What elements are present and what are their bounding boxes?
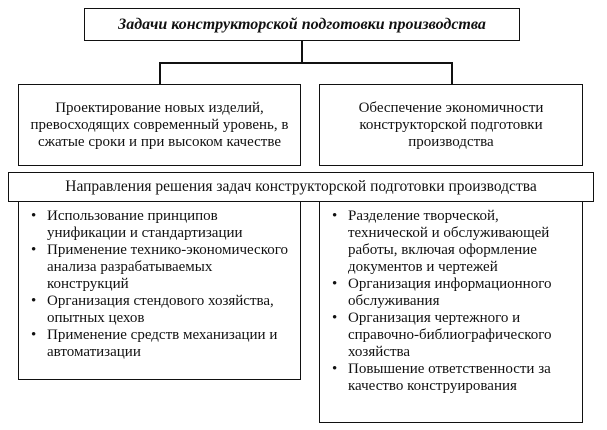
diagram-title-box [84, 8, 520, 41]
connector-left-down [159, 62, 161, 84]
list-item: • Применение технико-экономического анализа разрабатываемых конструкций [29, 242, 294, 293]
left-directions-box [18, 201, 301, 380]
list-item: • Применение средств механизации и автоматизации [29, 327, 294, 361]
list-item: • Организация чертежного и справочно-библиографического хозяйства [330, 310, 576, 361]
list-item: • Организация информационного обслуживания [330, 276, 576, 310]
list-item: • Использование принципов унификации и стандартизации [29, 208, 294, 242]
right-directions-box [319, 201, 583, 423]
left-directions-list [29, 208, 294, 361]
task-box-economy [319, 84, 583, 166]
task-text-design: Проектирование новых изделий, превосходящих современный уровень, в сжатые сроки и при высоком качестве [30, 99, 289, 150]
task-box-design [18, 84, 301, 166]
directions-heading-box [8, 172, 594, 202]
task-text-economy: Обеспечение экономичности конструкторской подготовки производства [358, 99, 544, 150]
connector-horizontal [159, 62, 452, 64]
list-item: • Разделение творческой, технической и обслуживающей работы, включая оформление документов и чертежей [330, 208, 576, 276]
list-item: • Повышение ответственности за качество конструирования [330, 361, 576, 395]
diagram-title: Задачи конструкторской подготовки производства [118, 15, 486, 33]
directions-heading: Направления решения задач конструкторской подготовки производства [65, 178, 537, 195]
list-item: • Организация стендового хозяйства, опытных цехов [29, 293, 294, 327]
connector-right-down [451, 62, 453, 84]
right-directions-list [330, 208, 576, 395]
connector-title-down [301, 41, 303, 63]
